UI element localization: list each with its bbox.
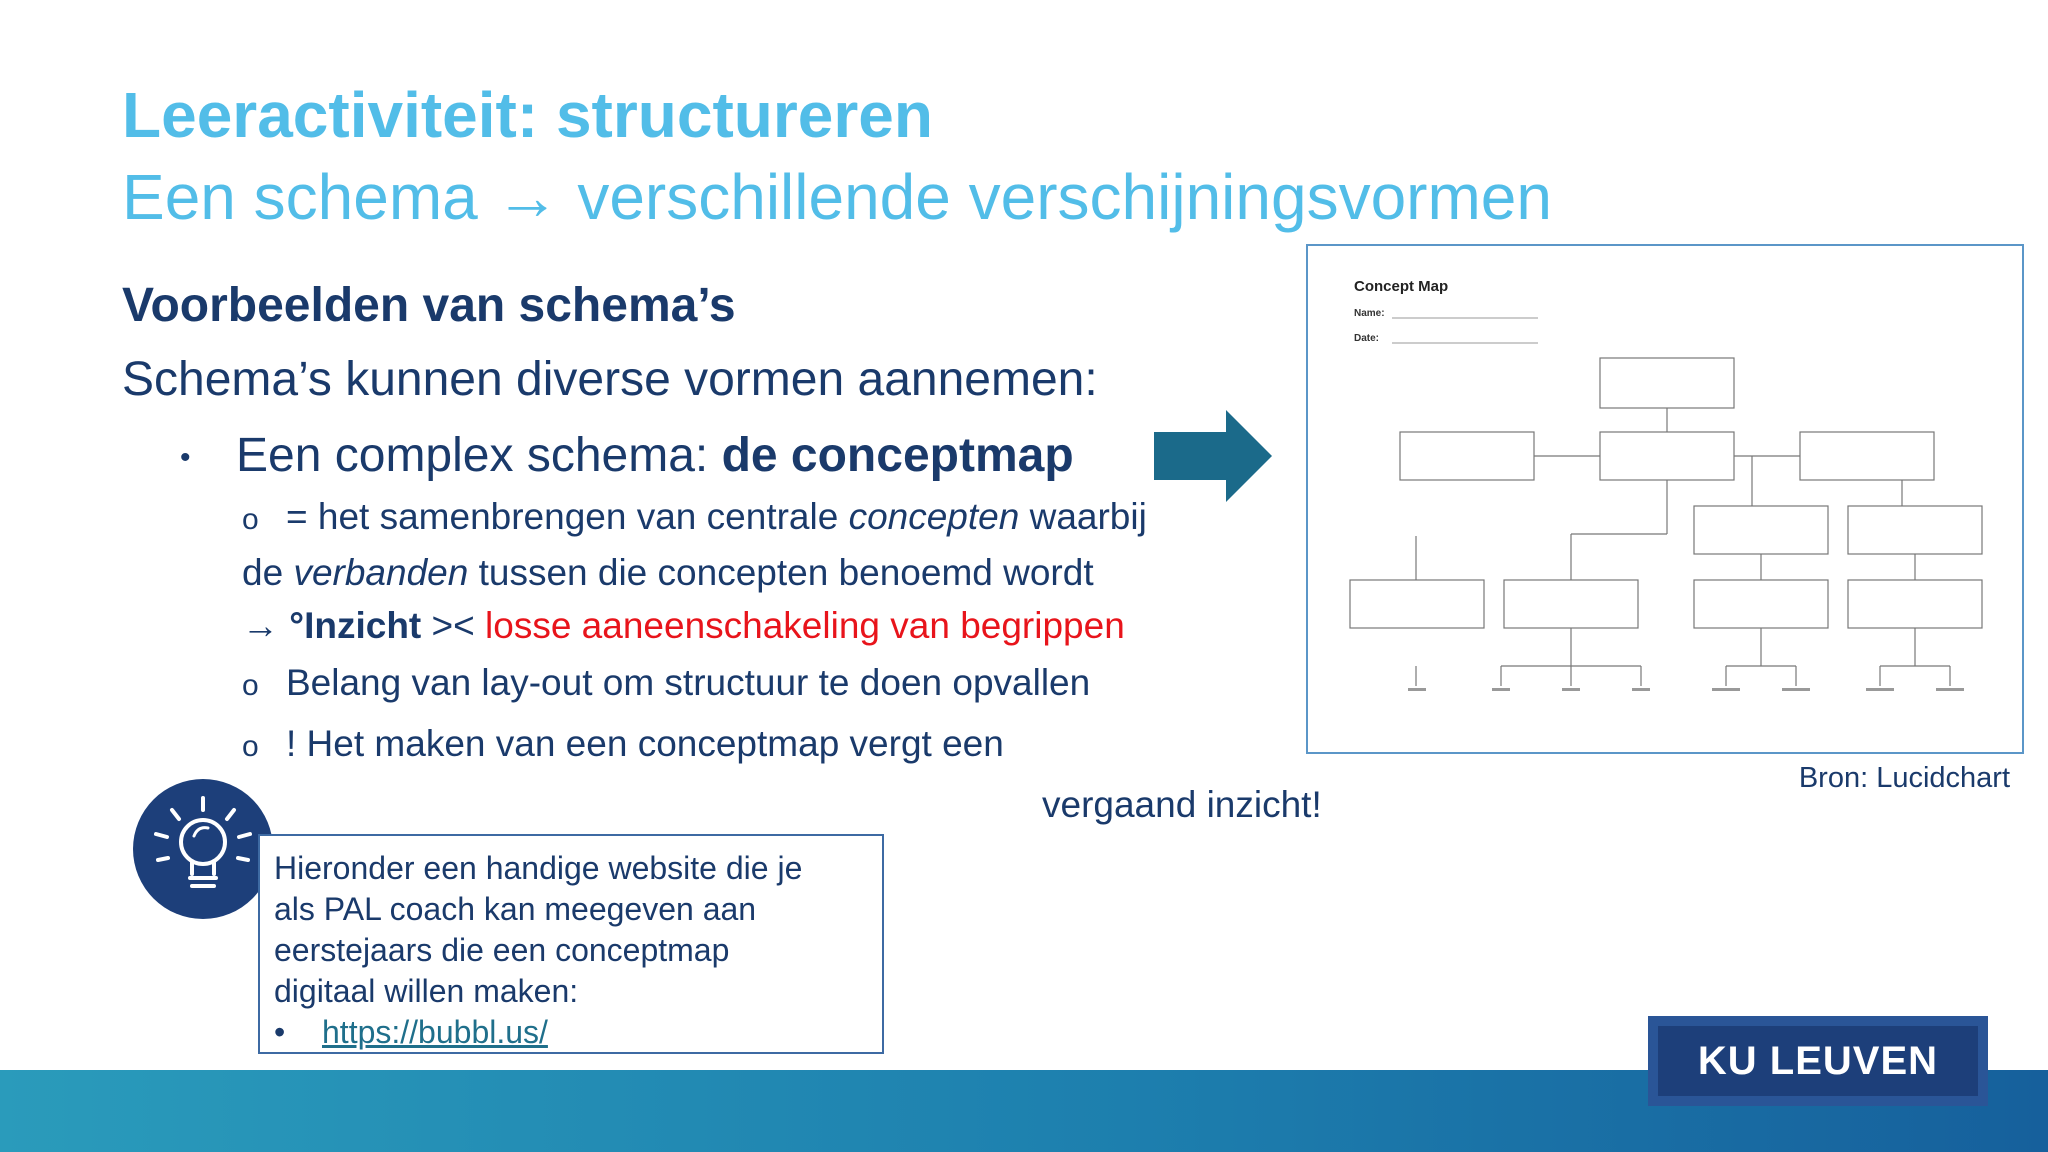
insight-line <box>242 605 1125 647</box>
sub1c-italic: verbanden <box>293 552 469 593</box>
image-source-caption: Bron: Lucidchart <box>1798 762 2010 794</box>
tip-line-2: als PAL coach kan meegeven aan <box>274 891 757 927</box>
ku-leuven-logo <box>1648 1016 1988 1106</box>
sub-item-insight-continued: vergaand inzicht! <box>1042 784 1322 825</box>
sub3-text: ! Het maken van een conceptmap vergt een <box>286 723 1004 764</box>
bullet-text: Een complex schema: <box>236 429 722 482</box>
sub-item-insight <box>242 723 1004 765</box>
sub1-text-a: = het samenbrengen van centrale <box>286 496 849 537</box>
right-arrow-icon <box>1154 410 1272 502</box>
sub1-text-b: waarbij <box>1019 496 1147 537</box>
tip-line-4: digitaal willen maken: <box>274 973 579 1009</box>
bullet-marker: • <box>180 441 191 475</box>
tip-line-1: Hieronder een handige website die je <box>274 850 803 886</box>
insight-bold: °Inzicht <box>289 605 422 646</box>
tip-box <box>258 834 884 1054</box>
sub1c-text-b: tussen die concepten benoemd wordt <box>468 552 1094 593</box>
insight-arrow-icon: → <box>242 605 279 646</box>
concept-map-name-label: Name: <box>1354 308 1385 319</box>
bullet-item <box>180 428 1074 483</box>
sub1c-text-a: de <box>242 552 294 593</box>
sub-item-definition <box>242 496 1147 538</box>
insight-red-text: losse aaneenschakeling van begrippen <box>485 605 1125 646</box>
insight-mid: >< <box>421 605 486 646</box>
sub-item-layout <box>242 662 1090 704</box>
concept-map-image <box>1306 244 2024 754</box>
tip-line-3: eerstejaars die een conceptmap <box>274 932 730 968</box>
slide-title: Leeractiviteit: structureren <box>122 79 933 151</box>
concept-map-title: Concept Map <box>1354 278 1449 295</box>
subtitle-part2: verschillende verschijningsvormen <box>577 161 1552 233</box>
sub-marker: o <box>242 503 259 536</box>
sub-marker: o <box>242 730 259 763</box>
intro-text: Schema’s kunnen diverse vormen aannemen: <box>122 353 1098 406</box>
slide-subtitle <box>122 160 1552 234</box>
bullet-bold-text: de conceptmap <box>721 429 1074 482</box>
subtitle-arrow-icon: → <box>495 161 560 233</box>
sub-item-definition-continued <box>242 552 1094 594</box>
subtitle-part1: Een schema <box>122 161 478 233</box>
tip-bullet: • <box>274 1014 286 1050</box>
lightbulb-icon <box>132 778 274 920</box>
bubbl-link[interactable]: https://bubbl.us/ <box>322 1014 548 1050</box>
section-heading: Voorbeelden van schema’s <box>122 279 736 332</box>
concept-map-diagram <box>1308 246 2022 752</box>
sub1-italic: concepten <box>848 496 1020 537</box>
concept-map-date-label: Date: <box>1354 333 1380 344</box>
sub2-text: Belang van lay-out om structuur te doen opvallen <box>286 662 1091 703</box>
tip-link-item <box>274 1012 868 1053</box>
logo-text: KU LEUVEN <box>1658 1026 1978 1096</box>
sub-marker: o <box>242 669 259 702</box>
